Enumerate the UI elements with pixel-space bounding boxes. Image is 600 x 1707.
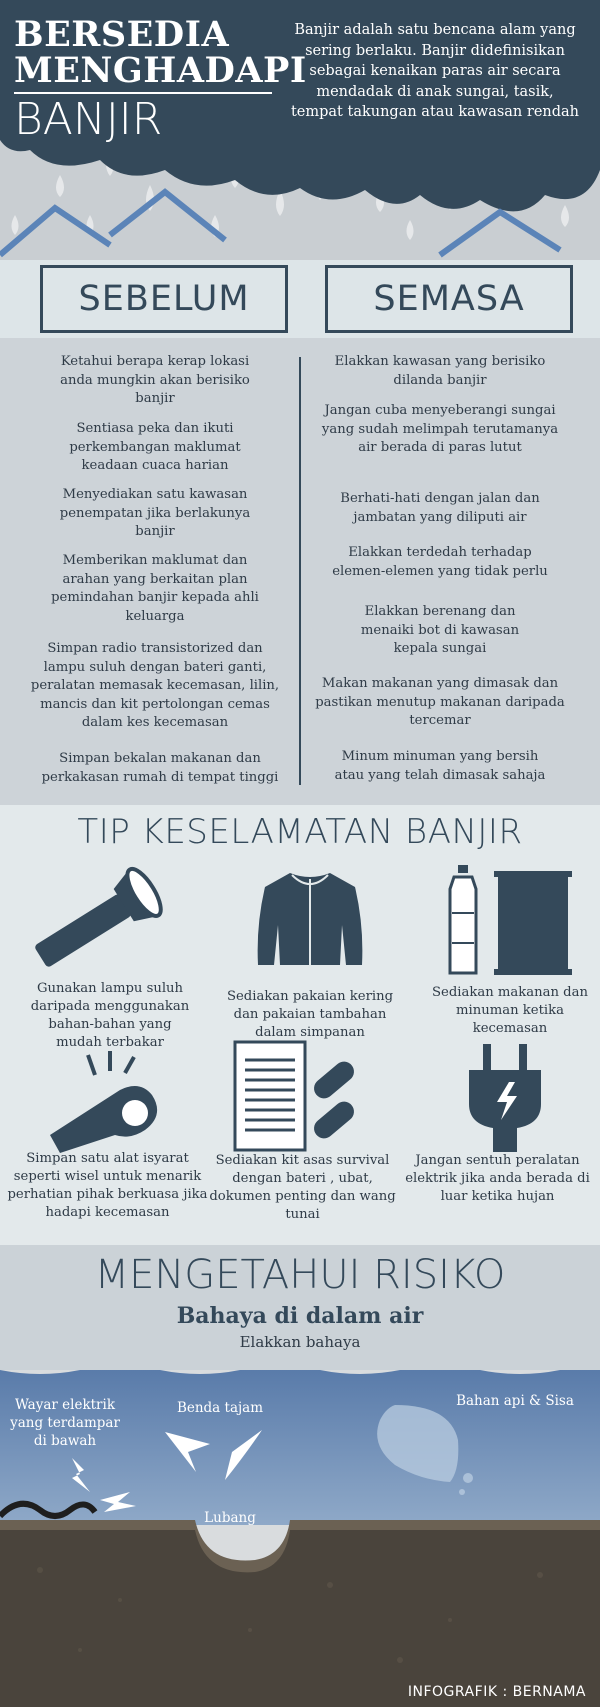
risk-subtitle: Bahaya di dalam air <box>176 1303 424 1329</box>
hazard-hole-label: Lubang <box>204 1510 256 1526</box>
during-item: Makan makanan yang dimasak dan pastikan menutup makanan daripada tercemar <box>315 676 565 728</box>
column-divider <box>299 357 301 785</box>
during-item: Jangan cuba menyeberangi sungai yang sudah melimpah terutamanya air berada di paras lutut <box>321 403 559 455</box>
riverbed-soil <box>0 1525 600 1707</box>
tip-flashlight: Gunakan lampu suluh daripada menggunakan bahan-bahan yang mudah terbakar <box>30 981 190 1050</box>
water-bottle-food-icon <box>448 863 578 978</box>
title-line-2: MENGHADAPI <box>14 50 307 91</box>
during-item: Elakkan kawasan yang berisiko dilanda banjir <box>334 354 546 388</box>
whistle-icon <box>40 1045 170 1155</box>
intro-text: Banjir adalah satu bencana alam yang sering berlaku. Banjir didefinisikan sebagai kenaikan paras air secara mendadak di anak sungai, tasik, tempat takungan atau kawasan rendah <box>290 22 580 120</box>
during-item: Berhati-hati dengan jalan dan jambatan yang diliputi air <box>340 491 540 525</box>
header <box>0 0 600 260</box>
risk-title: MENGETAHUI RISIKO <box>94 1252 506 1298</box>
title-line-1: BERSEDIA <box>14 14 230 55</box>
documents-pills-icon <box>233 1040 363 1155</box>
electric-plug-icon <box>465 1042 545 1157</box>
before-item: Simpan radio transistorized dan lampu suluh dengan bateri ganti, peralatan memasak kecemasan, lilin, mancis dan kit pertolongan cemas dalam kes kecemasan <box>30 641 280 730</box>
before-item: Ketahui berapa kerap lokasi anda mungkin akan berisiko banjir <box>60 354 250 406</box>
flashlight-icon <box>20 865 180 975</box>
tip-clothes: Sediakan pakaian kering dan pakaian tambahan dalam simpanan <box>226 989 394 1040</box>
hazard-wire-label: Wayar elektrik yang terdampar di bawah <box>10 1397 120 1449</box>
hazard-fuel-label: Bahan api & Sisa <box>456 1393 574 1409</box>
jacket-icon <box>250 865 370 975</box>
before-item: Sentiasa peka dan ikuti perkembangan maklumat keadaan cuaca harian <box>69 421 241 473</box>
tip-food: Sediakan makanan dan minuman ketika kecemasan <box>432 985 588 1036</box>
title-line-3: BANJIR <box>14 94 163 145</box>
during-item: Minum minuman yang bersih atau yang telah dimasak sahaja <box>334 749 546 783</box>
before-item: Menyediakan satu kawasan penempatan jika berlakunya banjir <box>59 487 251 539</box>
tips-title: TIP KESELAMATAN BANJIR <box>77 812 523 852</box>
tip-electric: Jangan sentuh peralatan elektrik jika anda berada di luar ketika hujan <box>405 1153 590 1204</box>
during-item: Elakkan terdedah terhadap elemen-elemen yang tidak perlu <box>332 545 548 579</box>
before-item: Simpan bekalan makanan dan perkakasan rumah di tempat tinggi <box>41 751 279 785</box>
before-item: Memberikan maklumat dan arahan yang berkaitan plan pemindahan banjir kepada ahli keluarga <box>51 553 259 624</box>
hazard-sharp-label: Benda tajam <box>176 1400 264 1416</box>
tip-survival-kit: Sediakan kit asas survival dengan bateri , ubat, dokumen penting dan wang tunai <box>209 1153 396 1222</box>
during-heading: SEMASA <box>325 265 573 333</box>
credit-text: INFOGRAFIK : BERNAMA <box>407 1684 586 1700</box>
during-item: Elakkan berenang dan menaiki bot di kawasan kepala sungai <box>360 604 520 656</box>
risk-subtitle-2: Elakkan bahaya <box>239 1333 361 1351</box>
tip-whistle: Simpan satu alat isyarat seperti wisel untuk menarik perhatian pihak berkuasa jika hadapi kecemasan <box>7 1151 208 1220</box>
before-heading: SEBELUM <box>40 265 288 333</box>
